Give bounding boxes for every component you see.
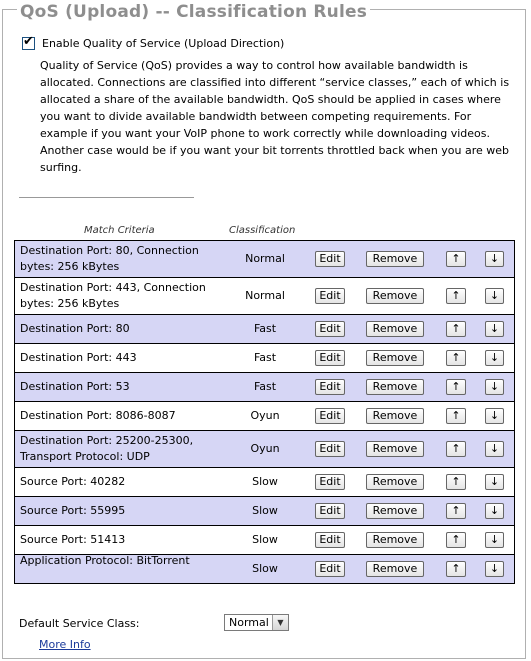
remove-label: Remove bbox=[372, 408, 418, 422]
edit-button[interactable] bbox=[315, 379, 345, 395]
page-title: QoS (Upload) -- Classification Rules bbox=[17, 2, 370, 22]
edit-label: Edit bbox=[319, 561, 341, 575]
move-down-button[interactable] bbox=[485, 532, 504, 548]
arrow-up-icon: ↑ bbox=[451, 503, 461, 517]
arrow-down-icon: ↓ bbox=[489, 379, 500, 393]
edit-label: Edit bbox=[319, 441, 341, 455]
arrow-down-icon: ↓ bbox=[489, 288, 500, 302]
remove-button[interactable] bbox=[366, 379, 424, 395]
table-row bbox=[14, 402, 515, 431]
rule-classification: Oyun bbox=[250, 408, 280, 422]
rule-classification: Slow bbox=[252, 532, 278, 546]
rule-classification: Slow bbox=[252, 561, 278, 575]
move-down-button[interactable] bbox=[485, 350, 504, 366]
table-row bbox=[14, 526, 515, 555]
move-down-button[interactable] bbox=[485, 561, 504, 577]
move-up-button[interactable] bbox=[446, 251, 466, 267]
rule-match-criteria: Application Protocol: BitTorrent bbox=[20, 553, 190, 567]
rule-match-criteria: Destination Port: 443, Connection bytes: 256 kBytes bbox=[20, 280, 206, 310]
default-service-class-select[interactable] bbox=[224, 614, 289, 631]
table-row bbox=[14, 431, 515, 468]
arrow-up-icon: ↑ bbox=[451, 474, 461, 488]
checkmark-icon: ✔ bbox=[23, 34, 34, 49]
edit-label: Edit bbox=[319, 408, 341, 422]
arrow-up-icon: ↑ bbox=[451, 379, 461, 393]
move-down-button[interactable] bbox=[485, 251, 504, 267]
chevron-down-icon: ▼ bbox=[272, 615, 288, 630]
edit-label: Edit bbox=[319, 350, 341, 364]
remove-button[interactable] bbox=[366, 474, 424, 490]
rule-match-criteria: Destination Port: 80, Connection bytes: 256 kBytes bbox=[20, 243, 199, 273]
more-info-link[interactable]: More Info bbox=[39, 638, 91, 651]
rule-match-criteria: Destination Port: 53 bbox=[20, 379, 130, 393]
move-up-button[interactable] bbox=[446, 532, 466, 548]
move-up-button[interactable] bbox=[446, 503, 466, 519]
table-row bbox=[14, 278, 515, 315]
header-classification: Classification bbox=[229, 225, 296, 236]
remove-button[interactable] bbox=[366, 251, 424, 267]
move-up-button[interactable] bbox=[446, 350, 466, 366]
move-up-button[interactable] bbox=[446, 561, 466, 577]
remove-button[interactable] bbox=[366, 441, 424, 457]
table-row bbox=[14, 315, 515, 344]
arrow-up-icon: ↑ bbox=[451, 350, 461, 364]
remove-button[interactable] bbox=[366, 532, 424, 548]
remove-button[interactable] bbox=[366, 350, 424, 366]
rule-match-criteria: Destination Port: 25200-25300, Transport Protocol: UDP bbox=[20, 433, 194, 463]
move-down-button[interactable] bbox=[485, 441, 504, 457]
arrow-up-icon: ↑ bbox=[451, 408, 461, 422]
rule-classification: Slow bbox=[252, 503, 278, 517]
default-service-class-label: Default Service Class: bbox=[19, 617, 140, 630]
rules-table bbox=[14, 240, 515, 584]
move-down-button[interactable] bbox=[485, 321, 504, 337]
enable-qos-label: Enable Quality of Service (Upload Direction) bbox=[42, 37, 285, 50]
table-row bbox=[14, 344, 515, 373]
move-up-button[interactable] bbox=[446, 441, 466, 457]
enable-qos-row bbox=[22, 34, 285, 50]
arrow-down-icon: ↓ bbox=[489, 532, 500, 546]
rule-classification: Normal bbox=[245, 251, 285, 265]
rule-classification: Oyun bbox=[250, 441, 280, 455]
arrow-down-icon: ↓ bbox=[489, 321, 500, 335]
edit-label: Edit bbox=[319, 288, 341, 302]
table-row bbox=[14, 555, 515, 584]
arrow-up-icon: ↑ bbox=[451, 441, 461, 455]
remove-label: Remove bbox=[372, 321, 418, 335]
edit-button[interactable] bbox=[315, 441, 345, 457]
arrow-up-icon: ↑ bbox=[451, 532, 461, 546]
edit-button[interactable] bbox=[315, 288, 345, 304]
remove-label: Remove bbox=[372, 288, 418, 302]
remove-label: Remove bbox=[372, 251, 418, 265]
rule-match-criteria: Source Port: 55995 bbox=[20, 503, 126, 517]
remove-label: Remove bbox=[372, 441, 418, 455]
rule-match-criteria: Destination Port: 80 bbox=[20, 321, 130, 335]
move-up-button[interactable] bbox=[446, 321, 466, 337]
rule-match-criteria: Destination Port: 443 bbox=[20, 350, 137, 364]
rule-match-criteria: Source Port: 40282 bbox=[20, 474, 126, 488]
arrow-up-icon: ↑ bbox=[451, 321, 461, 335]
arrow-up-icon: ↑ bbox=[451, 288, 461, 302]
remove-label: Remove bbox=[372, 532, 418, 546]
remove-button[interactable] bbox=[366, 288, 424, 304]
edit-button[interactable] bbox=[315, 321, 345, 337]
qos-description: Quality of Service (QoS) provides a way to control how available bandwidth is allocated. Connections are classified into different “service classes,” each of which is allocated a share of the available bandwidth. QoS should be applied in cases where you want to divide available bandwidth between competing requirements. For example if you want your VoIP phone to work correctly while downloading videos. Another case would be if you want your bit torrents throttled back when you are web surfing. bbox=[40, 59, 510, 174]
rule-classification: Fast bbox=[253, 321, 277, 335]
arrow-down-icon: ↓ bbox=[489, 503, 500, 517]
move-down-button[interactable] bbox=[485, 379, 504, 395]
edit-button[interactable] bbox=[315, 408, 345, 424]
arrow-up-icon: ↑ bbox=[451, 251, 461, 265]
table-row bbox=[14, 468, 515, 497]
edit-button[interactable] bbox=[315, 503, 345, 519]
move-up-button[interactable] bbox=[446, 408, 466, 424]
edit-label: Edit bbox=[319, 379, 341, 393]
table-row bbox=[14, 241, 515, 278]
edit-button[interactable] bbox=[315, 474, 345, 490]
edit-label: Edit bbox=[319, 251, 341, 265]
rule-classification: Fast bbox=[253, 379, 277, 393]
arrow-down-icon: ↓ bbox=[489, 251, 500, 265]
edit-label: Edit bbox=[319, 532, 341, 546]
remove-label: Remove bbox=[372, 474, 418, 488]
arrow-down-icon: ↓ bbox=[489, 474, 500, 488]
remove-button[interactable] bbox=[366, 503, 424, 519]
move-down-button[interactable] bbox=[485, 474, 504, 490]
rule-match-criteria: Source Port: 51413 bbox=[20, 532, 126, 546]
remove-button[interactable] bbox=[366, 408, 424, 424]
divider bbox=[19, 197, 194, 198]
move-up-button[interactable] bbox=[446, 474, 466, 490]
move-down-button[interactable] bbox=[485, 503, 504, 519]
move-down-button[interactable] bbox=[485, 288, 504, 304]
remove-label: Remove bbox=[372, 379, 418, 393]
header-match-criteria: Match Criteria bbox=[84, 225, 155, 236]
edit-button[interactable] bbox=[315, 251, 345, 267]
arrow-down-icon: ↓ bbox=[489, 561, 500, 575]
remove-label: Remove bbox=[372, 350, 418, 364]
edit-label: Edit bbox=[319, 321, 341, 335]
edit-label: Edit bbox=[319, 503, 341, 517]
table-row bbox=[14, 497, 515, 526]
remove-button[interactable] bbox=[366, 321, 424, 337]
edit-button[interactable] bbox=[315, 561, 345, 577]
rule-classification: Fast bbox=[253, 350, 277, 364]
remove-label: Remove bbox=[372, 503, 418, 517]
table-row bbox=[14, 373, 515, 402]
move-up-button[interactable] bbox=[446, 379, 466, 395]
edit-button[interactable] bbox=[315, 350, 345, 366]
move-down-button[interactable] bbox=[485, 408, 504, 424]
remove-button[interactable] bbox=[366, 561, 424, 577]
arrow-down-icon: ↓ bbox=[489, 350, 500, 364]
remove-label: Remove bbox=[372, 561, 418, 575]
move-up-button[interactable] bbox=[446, 288, 466, 304]
default-service-class-value: Normal bbox=[229, 616, 269, 629]
arrow-down-icon: ↓ bbox=[489, 408, 500, 422]
rule-match-criteria: Destination Port: 8086-8087 bbox=[20, 408, 176, 422]
arrow-up-icon: ↑ bbox=[451, 561, 461, 575]
enable-qos-checkbox[interactable] bbox=[22, 34, 35, 50]
arrow-down-icon: ↓ bbox=[489, 441, 500, 455]
edit-label: Edit bbox=[319, 474, 341, 488]
rule-classification: Normal bbox=[245, 288, 285, 302]
rule-classification: Slow bbox=[252, 474, 278, 488]
edit-button[interactable] bbox=[315, 532, 345, 548]
